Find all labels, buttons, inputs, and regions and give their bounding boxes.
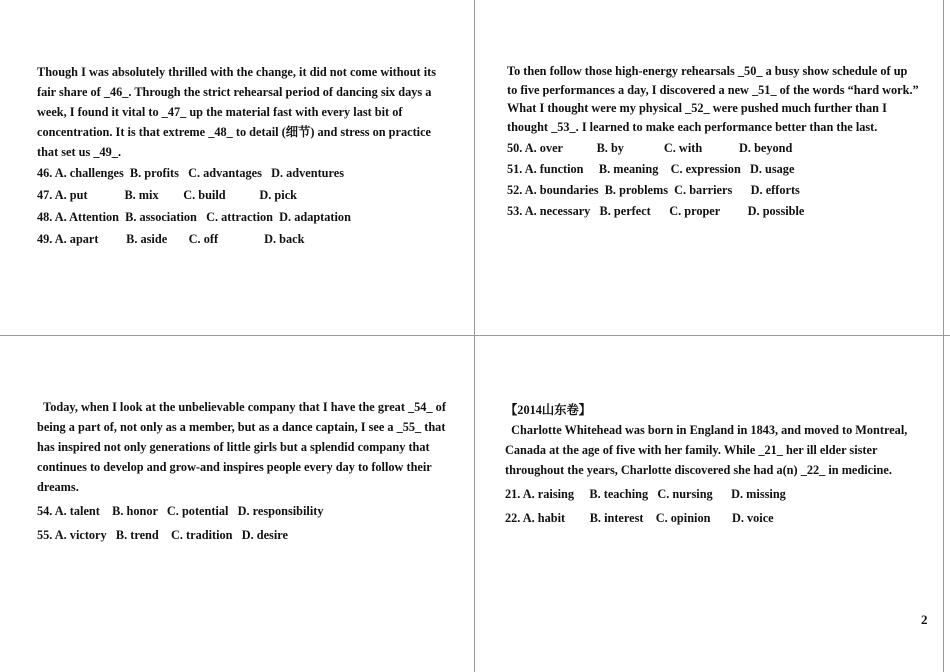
question-53: 53. A. necessary B. perfect C. proper D. possible bbox=[507, 204, 805, 218]
passage-54-55: Today, when I look at the unbelievable company that I have the great _54_ of being a part of, not only as a member, but as a dance captain, I see a _55_ that has inspired not only generations of little girls but a splendid company that continues to develop and grow-and inspires people every day to follow their dreams. bbox=[37, 400, 449, 494]
panel-top-right bbox=[507, 62, 919, 222]
right-border bbox=[943, 0, 944, 672]
question-49: 49. A. apart B. aside C. off D. back bbox=[37, 232, 305, 246]
page-number: 2 bbox=[921, 612, 928, 627]
panel-bottom-left bbox=[37, 397, 449, 547]
passage-21-22: Charlotte Whitehead was born in England in 1843, and moved to Montreal, Canada at the age of five with her family. While _21_ her ill elder sister throughout the years, Charlotte discovered she had a(n) _22_ in medicine. bbox=[505, 423, 911, 477]
question-51: 51. A. function B. meaning C. expression D. usage bbox=[507, 162, 795, 176]
vertical-divider bbox=[474, 0, 475, 672]
question-50: 50. A. over B. by C. with D. beyond bbox=[507, 141, 793, 155]
question-54: 54. A. talent B. honor C. potential D. responsibility bbox=[37, 504, 324, 518]
passage-46-49: Though I was absolutely thrilled with the change, it did not come without its fair share of _46_. Through the strict rehearsal period of dancing six days a week, I found it vital to _47_ up the material fast with every last bit of concentration. It is that extreme _48_ to detail (细节) and stress on practice that set us _49_. bbox=[37, 65, 437, 159]
question-48: 48. A. Attention B. association C. attraction D. adaptation bbox=[37, 210, 351, 224]
source-heading: 【2014山东卷】 bbox=[505, 403, 592, 417]
question-21: 21. A. raising B. teaching C. nursing D. missing bbox=[505, 487, 786, 501]
question-22: 22. A. habit B. interest C. opinion D. voice bbox=[505, 511, 774, 525]
passage-50-53: To then follow those high-energy rehearsals _50_ a busy show schedule of up to five performances a day, I discovered a new _51_ of the words “hard work.” What I thought were my physical _52_ were pushed much further than I thought _53_. I learned to make each performance better than the last. bbox=[507, 64, 919, 134]
panel-top-left bbox=[37, 62, 447, 250]
question-52: 52. A. boundaries B. problems C. barriers D. efforts bbox=[507, 183, 800, 197]
question-46: 46. A. challenges B. profits C. advantages D. adventures bbox=[37, 166, 344, 180]
question-47: 47. A. put B. mix C. build D. pick bbox=[37, 188, 297, 202]
question-55: 55. A. victory B. trend C. tradition D. desire bbox=[37, 528, 288, 542]
horizontal-divider bbox=[0, 335, 950, 336]
panel-bottom-right bbox=[505, 400, 917, 530]
